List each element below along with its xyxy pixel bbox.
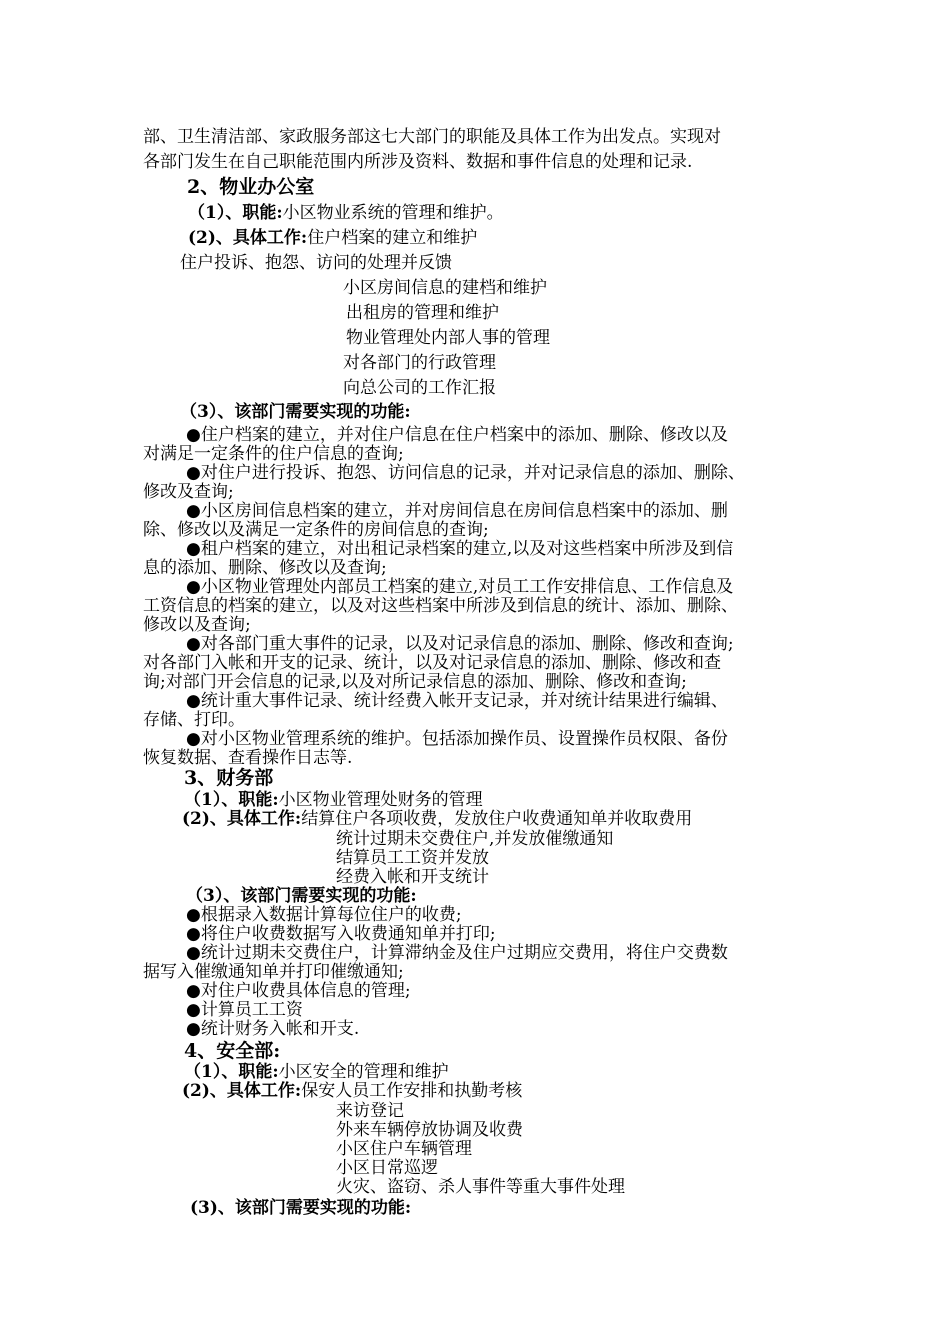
work-item: 结算住户各项收费，发放住户收费通知单并收取费用	[301, 809, 693, 829]
func-line: ●根据录入数据计算每位住户的收费;	[186, 905, 462, 925]
func-line: ●对住户进行投诉、抱怨、访问信息的记录，并对记录信息的添加、删除、	[186, 463, 745, 483]
duty-text: 小区安全的管理和维护	[278, 1062, 449, 1082]
work-label: (2)、具体工作:	[188, 228, 308, 248]
work-item: 对各部门的行政管理	[343, 353, 496, 373]
func-label: (3)、该部门需要实现的功能:	[190, 1198, 412, 1218]
func-line: 恢复数据、查看操作日志等.	[143, 748, 353, 768]
duty-text: 小区物业系统的管理和维护。	[282, 203, 504, 223]
func-label: （3）、该部门需要实现的功能:	[180, 402, 411, 422]
section-heading-security: 4、安全部:	[184, 1040, 281, 1062]
duty-label: （1）、职能:	[184, 790, 279, 810]
section-heading-office: 2、物业办公室	[187, 176, 315, 198]
office-work	[188, 228, 477, 248]
security-duty	[184, 1062, 449, 1082]
func-line: ●将住户收费数据写入收费通知单并打印;	[186, 924, 496, 944]
func-line: ●统计财务入帐和开支.	[186, 1019, 360, 1039]
work-item: 小区住户车辆管理	[336, 1139, 472, 1159]
func-line: ●对各部门重大事件的记录，以及对记录信息的添加、删除、修改和查询;	[186, 634, 734, 654]
func-line: ●租户档案的建立，对出租记录档案的建立,以及对这些档案中所涉及到信	[186, 539, 734, 559]
func-line: 除、修改以及满足一定条件的房间信息的查询;	[143, 520, 489, 540]
func-line: 息的添加、删除、修改以及查询;	[143, 558, 387, 578]
func-line: 修改以及查询;	[143, 615, 251, 635]
func-line: ●统计重大事件记录、统计经费入帐开支记录，并对统计结果进行编辑、	[186, 691, 728, 711]
duty-label: （1）、职能:	[188, 203, 283, 223]
intro-line: 部、卫生清洁部、家政服务部这七大部门的职能及具体工作为出发点。实现对	[143, 127, 721, 147]
func-line: ●小区物业管理处内部员工档案的建立,对员工工作安排信息、工作信息及	[186, 577, 734, 597]
intro-line: 各部门发生在自己职能范围内所涉及资料、数据和事件信息的处理和记录.	[143, 152, 693, 172]
func-line: 询;对部门开会信息的记录,以及对所记录信息的添加、删除、修改和查询;	[143, 672, 687, 692]
work-item: 小区日常巡逻	[336, 1158, 438, 1178]
func-line: 工资信息的档案的建立，以及对这些档案中所涉及到信息的统计、添加、删除、	[143, 596, 738, 616]
work-item: 结算员工工资并发放	[336, 848, 489, 868]
func-line: 据写入催缴通知单并打印催缴通知;	[143, 962, 404, 982]
func-label: （3）、该部门需要实现的功能:	[186, 886, 417, 906]
func-line: 存储、打印。	[143, 710, 245, 730]
func-line: ●计算员工工资	[186, 1000, 303, 1020]
func-line: ●对住户收费具体信息的管理;	[186, 981, 411, 1001]
func-line: ●对小区物业管理系统的维护。包括添加操作员、设置操作员权限、备份	[186, 729, 728, 749]
work-item: 向总公司的工作汇报	[343, 378, 496, 398]
finance-work	[182, 809, 692, 829]
work-item: 统计过期未交费住户,并发放催缴通知	[336, 829, 614, 849]
security-work	[182, 1081, 522, 1101]
work-item: 出租房的管理和维护	[346, 303, 499, 323]
func-line: 对满足一定条件的住户信息的查询;	[143, 444, 404, 464]
work-item: 经费入帐和开支统计	[336, 867, 489, 887]
func-line: 修改及查询;	[143, 482, 234, 502]
func-line: 对各部门入帐和开支的记录、统计，以及对记录信息的添加、删除、修改和查	[143, 653, 721, 673]
func-line: ●小区房间信息档案的建立，并对房间信息在房间信息档案中的添加、删	[186, 501, 728, 521]
work-item: 物业管理处内部人事的管理	[346, 328, 550, 348]
work-item: 保安人员工作安排和执勤考核	[301, 1081, 523, 1101]
duty-label: （1）、职能:	[184, 1062, 279, 1082]
work-label: (2)、具体工作:	[182, 809, 302, 829]
work-item: 来访登记	[336, 1101, 404, 1121]
func-line: ●统计过期未交费住户，计算滞纳金及住户过期应交费用，将住户交费数	[186, 943, 728, 963]
work-item: 住户档案的建立和维护	[307, 228, 478, 248]
section-heading-finance: 3、财务部	[184, 767, 274, 789]
work-label: (2)、具体工作:	[182, 1081, 302, 1101]
finance-duty	[184, 790, 483, 810]
work-item: 火灾、盗窃、杀人事件等重大事件处理	[336, 1177, 625, 1197]
work-item: 外来车辆停放协调及收费	[336, 1120, 523, 1140]
func-line: ●住户档案的建立，并对住户信息在住户档案中的添加、删除、修改以及	[186, 425, 728, 445]
work-item: 小区房间信息的建档和维护	[343, 278, 547, 298]
office-duty	[188, 203, 504, 223]
work-item: 住户投诉、抱怨、访问的处理并反馈	[180, 253, 452, 273]
duty-text: 小区物业管理处财务的管理	[278, 790, 483, 810]
